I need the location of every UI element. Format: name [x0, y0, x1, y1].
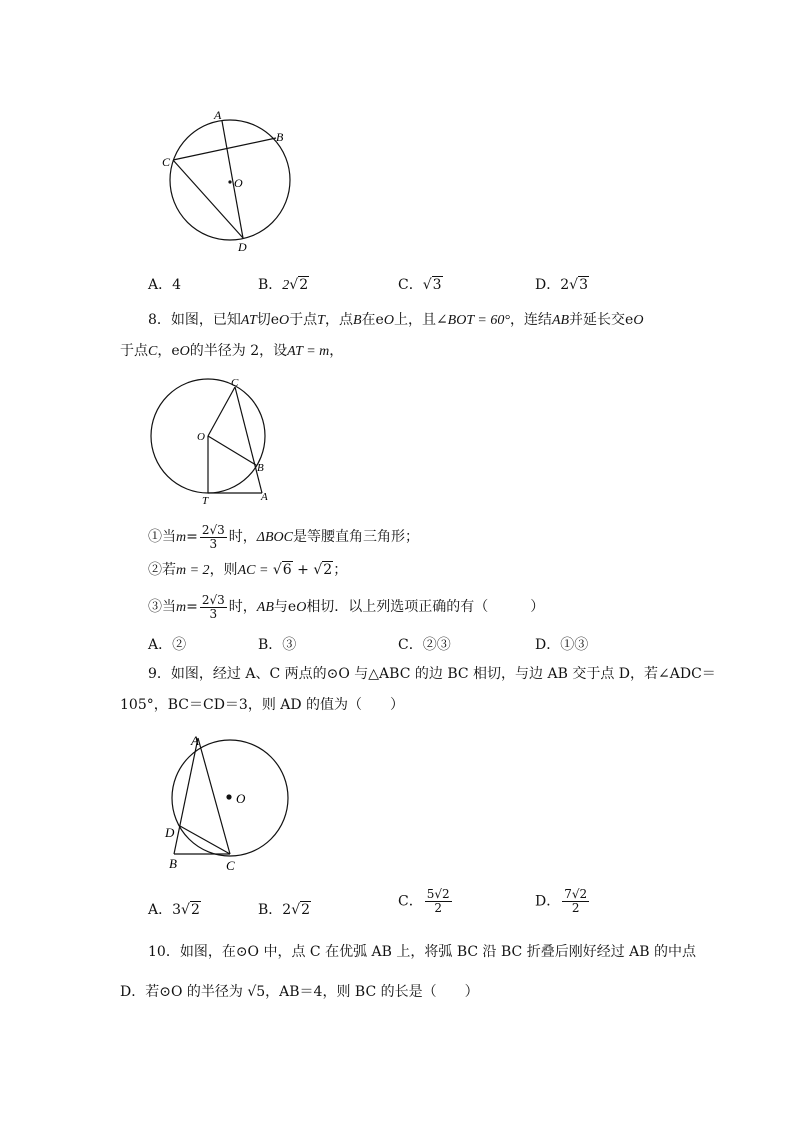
q8-label-b: B: [257, 462, 264, 474]
q8-label-o: O: [197, 431, 205, 443]
q9-figure: [160, 728, 300, 878]
q9-label-o: O: [236, 791, 246, 806]
q9-option-b[interactable]: B．2√2: [258, 902, 311, 918]
q9-label-d: D: [165, 825, 175, 840]
q8-line-oc: [208, 387, 235, 436]
q7-label-b: B: [276, 130, 284, 144]
q10-line-2: D．若⊙O 的半径为 √5，AB＝4，则 BC 的长是（ ）: [120, 984, 479, 1000]
q8-statement-2: ②若m = 2，则AC = √6 + √2；: [148, 562, 348, 578]
q8-line-2: 于点C，eO的半径为 2，设AT = m，: [120, 343, 344, 359]
q8-option-d[interactable]: D．①③: [535, 637, 589, 653]
q7-chord-cd: [173, 160, 243, 238]
q9-label-b: B: [169, 856, 177, 871]
q9-option-a[interactable]: A．3√2: [148, 902, 200, 918]
q8-line-ca: [235, 387, 262, 493]
q7-center-dot: [228, 180, 231, 183]
q8-option-b[interactable]: B．③: [258, 637, 297, 653]
q10-line-1: 10．如图，在⊙O 中，点 C 在优弧 AB 上，将弧 BC 沿 BC 折叠后刚好经过 AB 的中点: [148, 944, 697, 960]
q8-statement-1: ①当m= $\frac{2√3}{3}$ 时，ΔBOC是等腰直角三角形；: [148, 522, 419, 551]
q7-label-a: A: [214, 108, 222, 122]
q9-center-dot: [226, 794, 231, 799]
q7-label-o: O: [234, 176, 243, 190]
q8-statement-3: ③当m= $\frac{2√3}{3}$ 时，AB与eO相切．以上列选项正确的有（ ）: [148, 592, 545, 621]
q9-line-1: 9．如图，经过 A、C 两点的⊙O 与△ABC 的边 BC 相切，与边 AB 交于点 D，若∠ADC＝: [148, 666, 716, 682]
q8-label-t: T: [202, 495, 209, 507]
q8-line-1: 8．如图，已知AT切eO于点T，点B在eO上，且∠BOT = 60°，连结AB并延长交eO: [148, 312, 644, 328]
q7-option-b[interactable]: B．2√2: [258, 277, 309, 293]
q9-label-c: C: [226, 858, 235, 873]
q7-label-c: C: [162, 155, 171, 169]
q8-figure: [145, 372, 285, 507]
q7-option-c[interactable]: C．√3: [398, 277, 442, 293]
q7-option-a[interactable]: A．4: [148, 277, 182, 293]
q7-circle: [170, 120, 290, 240]
q9-option-d[interactable]: D． $\frac{7√2}{2}$: [535, 887, 588, 915]
q8-label-a: A: [261, 491, 268, 503]
q9-option-c[interactable]: C． $\frac{5√2}{2}$: [398, 887, 450, 915]
q8-option-a[interactable]: A．②: [148, 637, 187, 653]
q9-line-ac: [198, 738, 230, 854]
q7-label-d: D: [238, 240, 247, 254]
q9-label-a: A: [191, 733, 199, 748]
q8-label-c: C: [231, 377, 239, 389]
q8-option-c[interactable]: C．②③: [398, 637, 451, 653]
q7-chord-cb: [173, 138, 276, 160]
q7-figure: [150, 100, 310, 260]
q9-line-2: 105°，BC＝CD＝3，则 AD 的值为（ ）: [120, 697, 405, 713]
q7-option-d[interactable]: D．2√3: [535, 277, 588, 293]
